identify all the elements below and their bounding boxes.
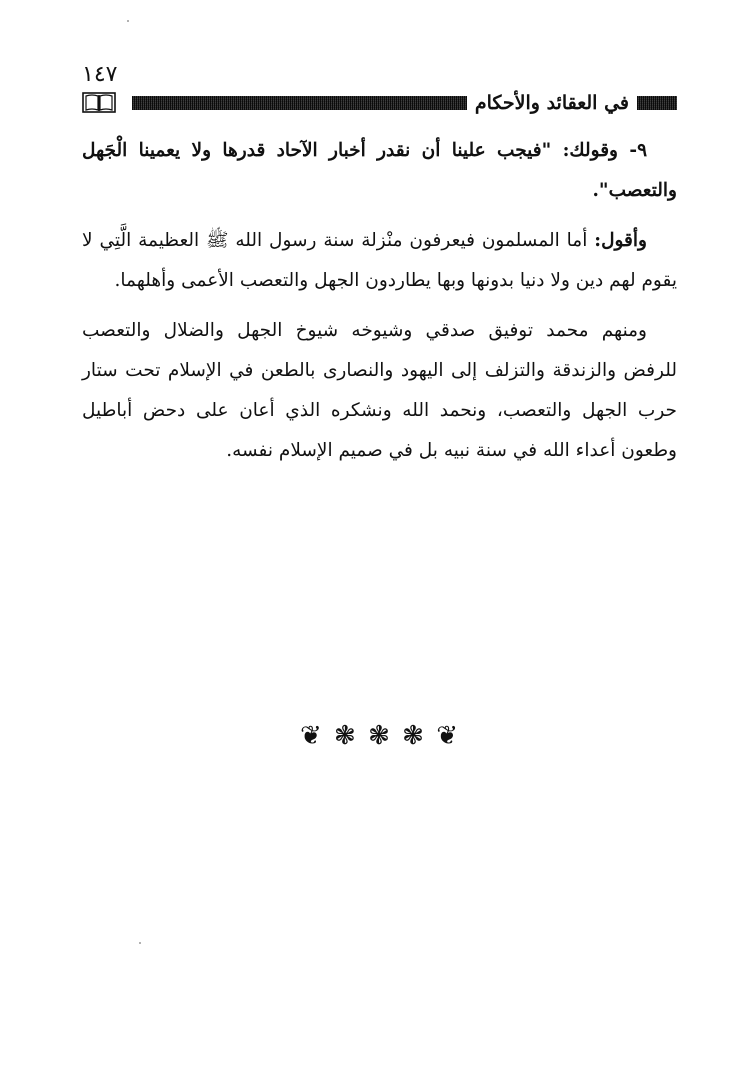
closing-paragraph: ومنهم محمد توفيق صدقي وشيوخه شيوخ الجهل والضلال والتعصب للرفض والزندقة والتزلف إلى اليهود والنصارى بالطعن في الإسلام تحت ستار حرب الجهل والتعصب، ونحمد الله ونشكره الذي أعان على دحض أباطيل وطعون أعداء الله في سنة نبيه بل في صميم الإسلام نفسه. <box>82 320 677 461</box>
item-quote: "فيجب علينا أن نقدر أخبار الآحاد قدرها ولا يعمينا الْجَهل والتعصب". <box>82 140 677 201</box>
reply-paragraph <box>82 221 677 301</box>
open-book-icon <box>82 92 116 114</box>
header-rule-right <box>637 96 677 110</box>
reply-text: أما المسلمون فيعرفون منْزلة سنة رسول الله ﷺ العظيمة الَّتِي لا يقوم لهم دين ولا دنيا بدونها وبها يطاردون الجهل والتعصب الأعمى وأهلهما. <box>82 230 677 291</box>
page-number: ١٤٧ <box>82 62 118 87</box>
header-rule-left <box>132 96 467 110</box>
reply-lead: وأقول: <box>594 230 647 251</box>
item-lead: وقولك: <box>562 140 618 161</box>
section-end-ornament: ❦ ❃ ❃ ❃ ❦ <box>300 721 460 751</box>
header-title: في العقائد والأحكام <box>474 92 629 114</box>
running-header <box>82 91 677 115</box>
scan-speck-bottom <box>139 942 141 944</box>
item-number: ٩- <box>629 140 647 161</box>
scan-speck-top <box>127 20 129 22</box>
item-paragraph <box>82 131 677 211</box>
page-body <box>82 131 677 481</box>
